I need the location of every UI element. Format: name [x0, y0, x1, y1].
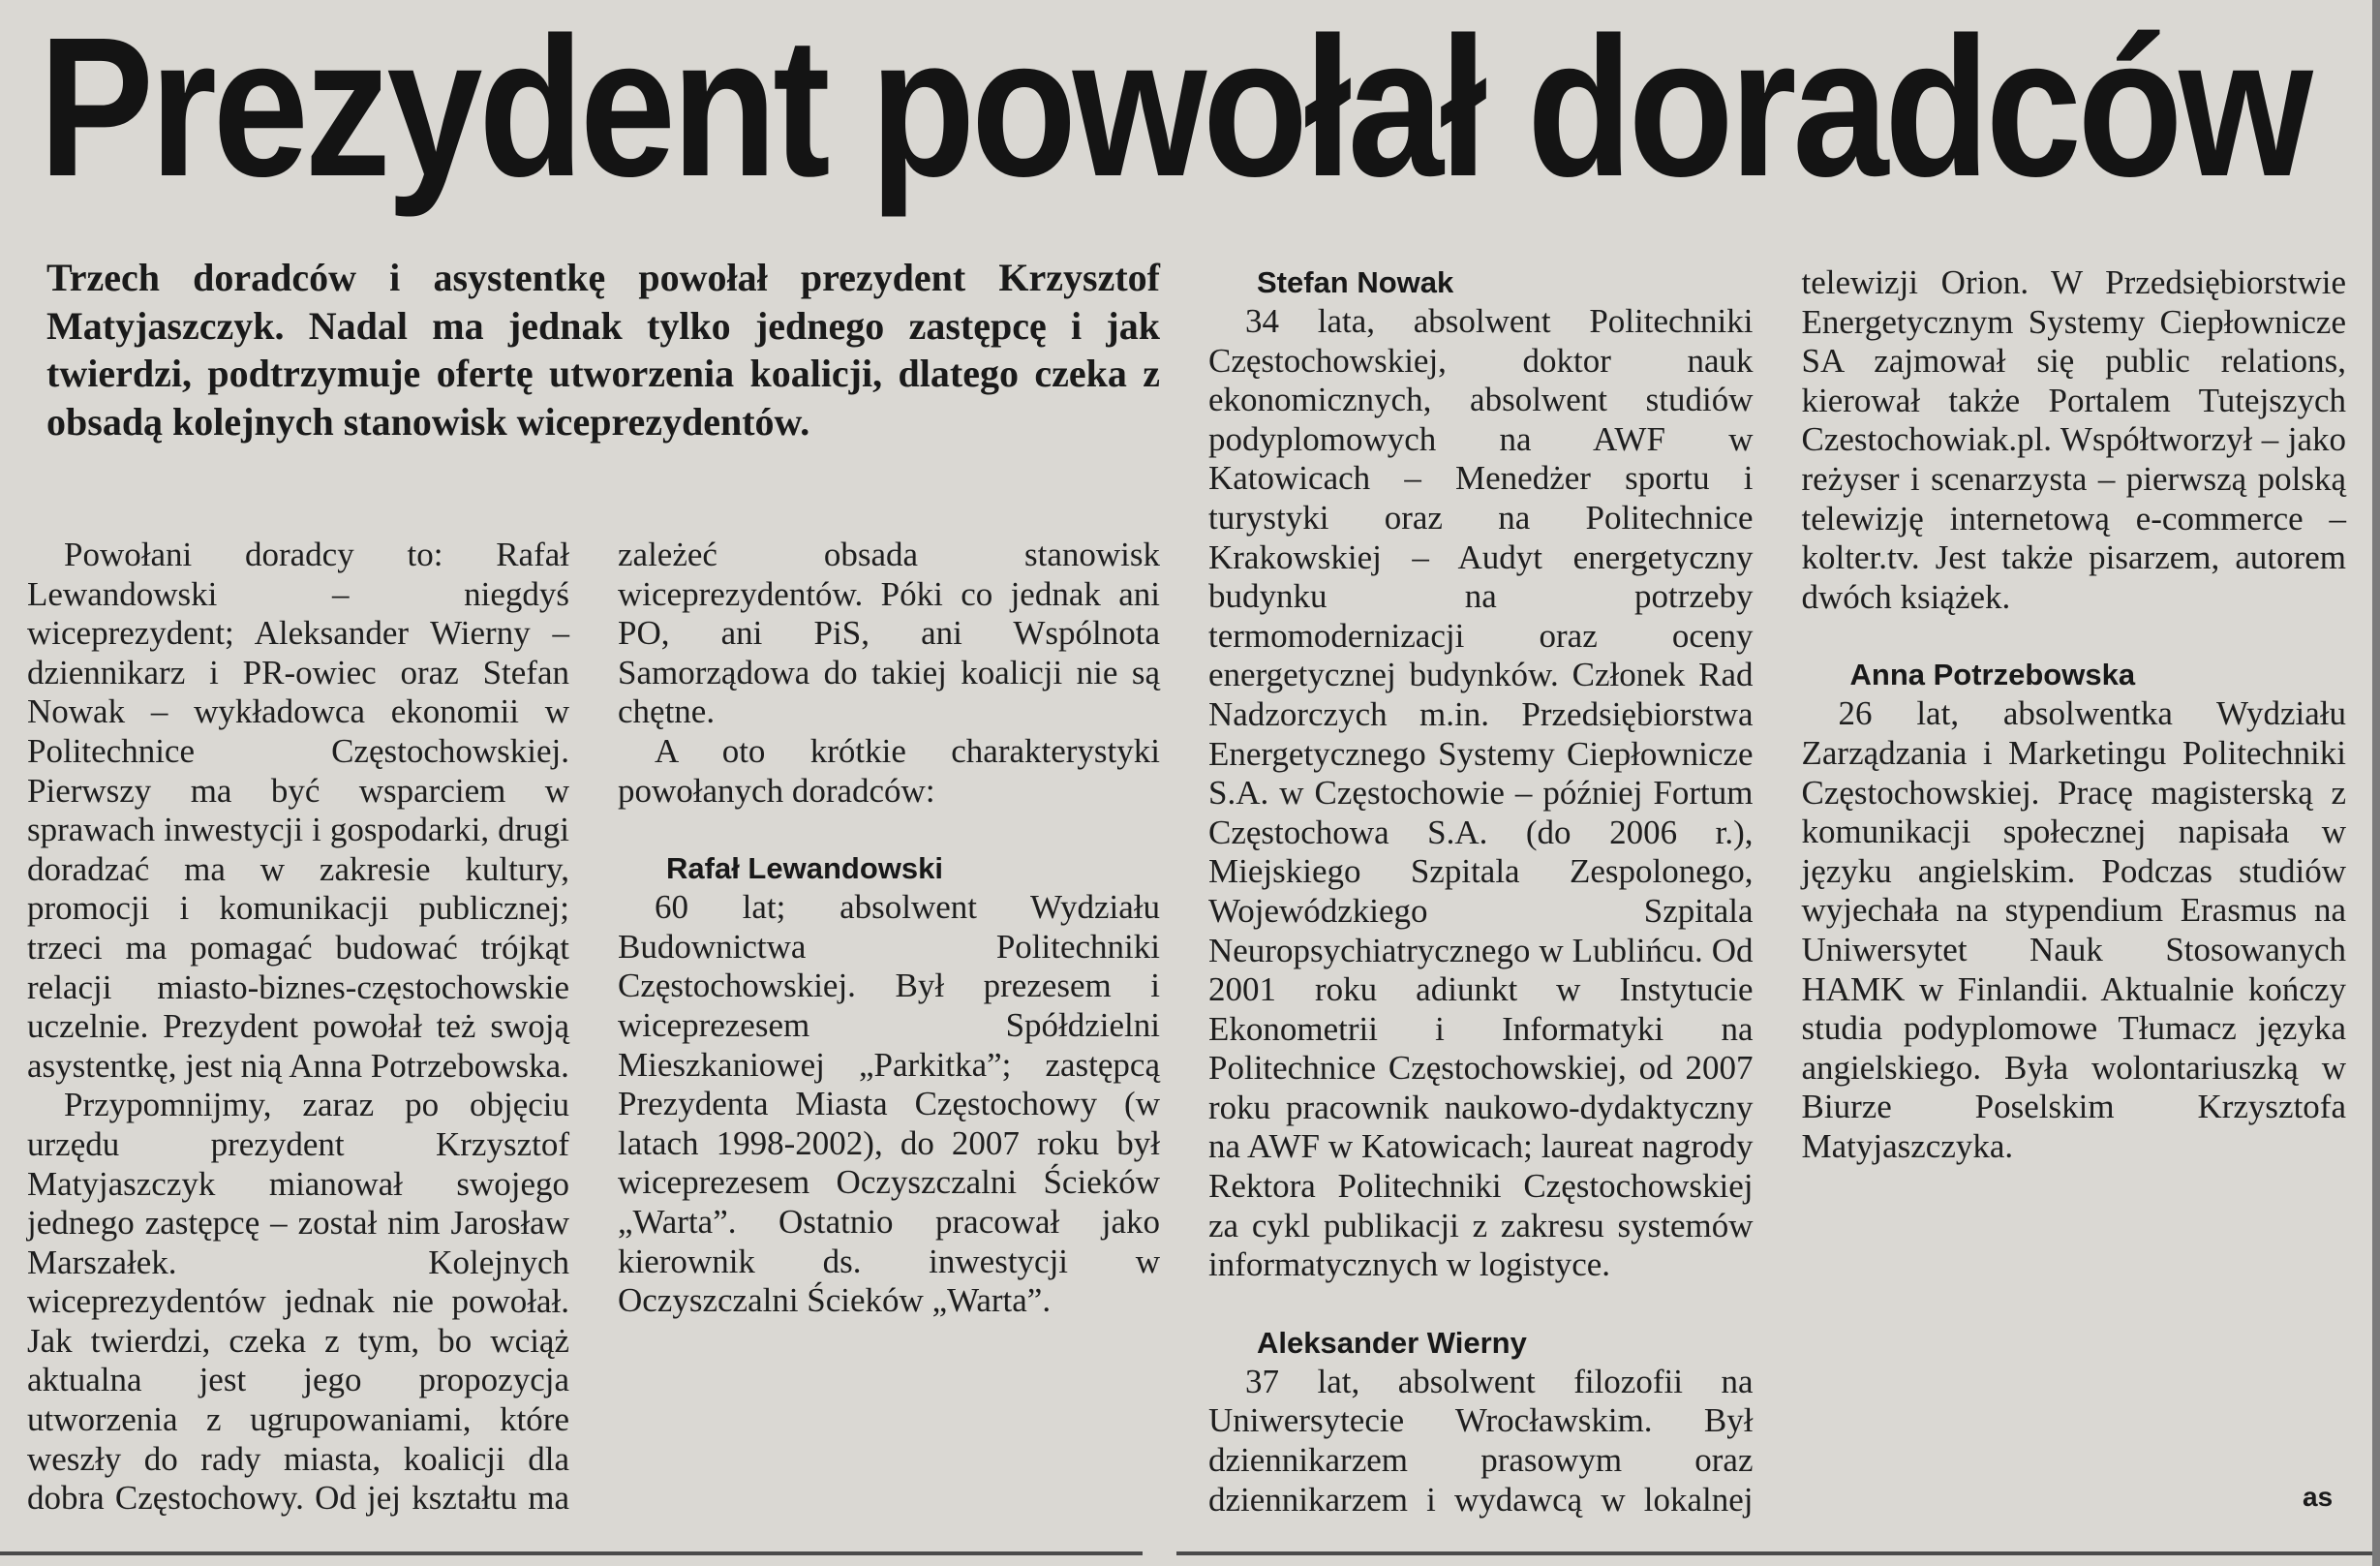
- spacer: [618, 811, 1160, 849]
- article-headline: Prezydent powołał doradców: [39, 0, 2309, 218]
- bottom-rule-left: [0, 1551, 1143, 1555]
- intro-paragraph-3: A oto krótkie charakterystyki powołanych doradców:: [618, 731, 1160, 810]
- intro-columns: [27, 536, 1160, 1523]
- nowak-bio: 34 lata, absolwent Politechniki Częstochowskiej, doktor nauk ekonomicznych, absolwent studiów podyplomowych na AWF w Katowicach – Menedżer sportu i turystyki oraz na Politechnice Krakowskiej – Audyt energetyczny budynku na potrzeby termomodernizacji oraz oceny energetycznej budynków. Członek Rad Nadzorczych m.in. Przedsiębiorstwa Energetycznego Systemy Ciepłownicze S.A. w Częstochowie – później Fortum Częstochowa S.A. (do 2006 r.), Miejskiego Szpitala Zespolonego, Wojewódzkiego Szpitala Neuropsychiatrycznego w Lublińcu. Od 2001 roku adiunkt w Instytucie Ekonometrii i Informatyki na Politechnice Częstochowskiej, od 2007 roku pracownik naukowo-dydaktyczny na AWF w Katowicach; laureat nagrody Rektora Politechniki Częstochowskiej za cykl publikacji z zakresu systemów informatycznych w logistyce.: [1208, 302, 1754, 1284]
- intro-paragraph-1: Powołani doradcy to: Rafał Lewandowski – niegdyś wiceprezydent; Aleksander Wierny – dziennikarz i PR-owiec oraz Stefan Nowak – wykładowca ekonomii w Politechnice Częstochowskiej. Pierwszy ma być wsparciem w sprawach inwestycji i gospodarki, drugi doradzać ma w zakresie kultury, promocji i komunikacji publicznej; trzeci ma pomagać budować trójkąt relacji miasto-biznes-częstochowskie uczelnie. Prezydent powołał też swoją asystentkę, jest nią Anna Potrzebowska.: [27, 536, 569, 1085]
- intro-paragraph-2: Przypomnijmy, zaraz po objęciu urzędu prezydent Krzysztof Matyjaszczyk mianował swojego jednego zastępcę – został nim Jarosław Marszałek. Kolejnych wiceprezydentów jednak nie powołał. Jak twierdzi, czeka z tym, bo wciąż aktualna jest jego propozycja utworzenia z ugrupowaniami, które weszły do rady miasta, koalicji dla dobra Częstochowy. Od jej kształtu ma zależeć obsada stanowisk wiceprezydentów. Póki co jednak ani PO, ani PiS, ani Wspólnota Samorządowa do takiej koalicji nie są chętne.: [27, 536, 1160, 1518]
- page-edge: [2372, 0, 2380, 1566]
- potrzebowska-heading: Anna Potrzebowska: [1849, 658, 2136, 692]
- profiles-columns: [1208, 263, 2346, 1522]
- lewandowski-heading: Rafał Lewandowski: [666, 851, 943, 886]
- nowak-heading: Stefan Nowak: [1257, 265, 1454, 299]
- lewandowski-bio: 60 lat; absolwent Wydziału Budownictwa Politechniki Częstochowskiej. Był prezesem i wiceprezesem Spółdzielni Mieszkaniowej „Parkitka”; zastępcą Prezydenta Miasta Częstochowy (w latach 1998-2002), do 2007 roku był wiceprezesem Oczyszczalni Ścieków „Warta”. Ostatnio pracował jako kierownik ds. inwestycji w Oczyszczalni Ścieków „Warta”.: [618, 888, 1160, 1320]
- spacer: [1802, 617, 2347, 656]
- article-lead: Trzech doradców i asystentkę powołał prezydent Krzysztof Matyjaszczyk. Nadal ma jednak tylko jednego zastępcę i jak twierdzi, podtrzymuje ofertę utworzenia koalicji, dlatego czeka z obsadą kolejnych stanowisk wiceprezydentów.: [46, 256, 1160, 444]
- spacer: [1208, 1285, 1754, 1324]
- author-signature: as: [2303, 1482, 2334, 1512]
- wierny-heading: Aleksander Wierny: [1257, 1325, 1527, 1360]
- wierny-bio: 37 lat, absolwent filozofii na Uniwersytecie Wrocławskim. Był dziennikarzem prasowym oraz dziennikarzem i wydawcą w lokalnej telewizji Orion. W Przedsiębiorstwie Energetycznym Systemy Ciepłownicze SA zajmował się public relations, kierował także Portalem Tutejszych Czestochowiak.pl. Współtworzył – jako reżyser i scenarzysta – pierwszą polską telewizję internetową e-commerce – kolter.tv. Jest także pisarzem, autorem dwóch książek.: [1208, 263, 2346, 1519]
- potrzebowska-bio: 26 lat, absolwentka Wydziału Zarządzania i Marketingu Politechniki Częstochowskiej. Pracę magisterską z komunikacji społecznej napisała w języku angielskim. Podczas studiów wyjechała na stypendium Erasmus na Uniwersytet Nauk Stosowanych HAMK w Finlandii. Aktualnie kończy studia podyplomowe Tłumacz języka angielskiego. Była wolontariuszką w Biurze Poselskim Krzysztofa Matyjaszczyka.: [1801, 694, 2346, 1165]
- bottom-rule-right: [1176, 1551, 2380, 1555]
